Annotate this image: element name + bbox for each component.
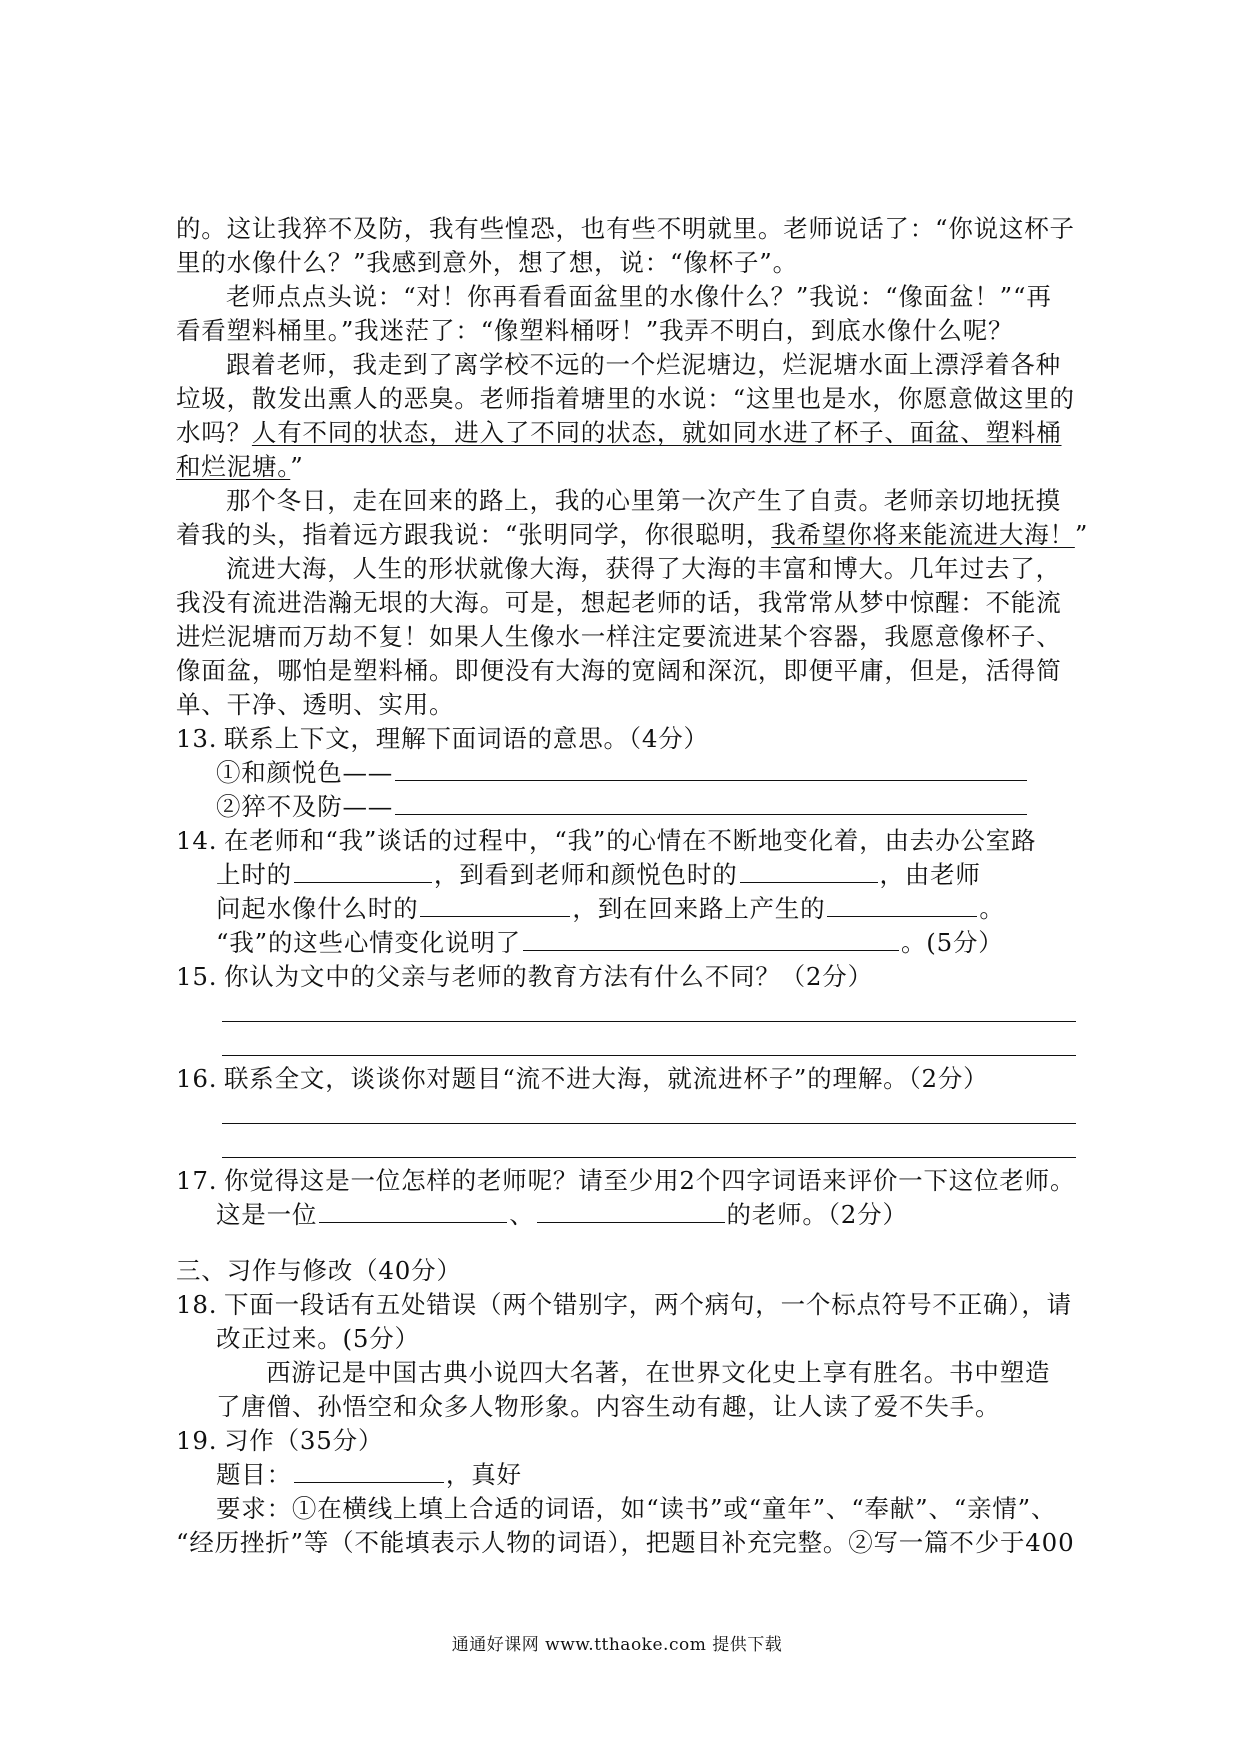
q13-item-b [176, 790, 1066, 824]
question-15 [176, 960, 1066, 994]
answer-blank[interactable] [395, 756, 1027, 781]
question-text: 。(5分） [900, 928, 1004, 957]
correction-passage: 了唐僧、孙悟空和众多人物形象。内容生动有趣，让人读了爱不失手。 [216, 1392, 1001, 1421]
answer-line[interactable] [176, 994, 1066, 1028]
topic-label: 题目： [216, 1460, 292, 1489]
term-label: ②猝不及防—— [216, 792, 394, 821]
question-text: “我”的这些心情变化说明了 [216, 928, 521, 957]
question-18 [176, 1288, 1072, 1322]
plain-text: 水吗？ [176, 418, 252, 447]
topic-blank[interactable] [294, 1458, 444, 1483]
essay-requirements: 要求：①在横线上填上合适的词语，如“读书”或“童年”、“奉献”、“亲情”、 [216, 1494, 1057, 1523]
question-number: 14. [176, 826, 218, 855]
q14-line [176, 892, 1066, 926]
answer-blank[interactable] [740, 858, 878, 883]
q17-line [176, 1198, 1066, 1232]
passage-line: 进烂泥塘而万劫不复！如果人生像水一样注定要流进某个容器，我愿意像杯子、 [176, 622, 1062, 651]
question-text: ，到在回来路上产生的 [572, 894, 826, 923]
passage-line: 我没有流进浩瀚无垠的大海。可是，想起老师的话，我常常从梦中惊醒：不能流 [176, 588, 1062, 617]
question-text: 改正过来。(5分） [216, 1324, 420, 1353]
question-number: 19. [176, 1426, 218, 1455]
question-text: 习作（35分） [224, 1426, 384, 1455]
question-number: 16. [176, 1064, 218, 1093]
question-text: 在老师和“我”谈话的过程中，“我”的心情在不断地变化着，由去办公室路 [224, 826, 1037, 855]
plain-text: ” [290, 452, 304, 481]
question-text: 下面一段话有五处错误（两个错别字，两个病句，一个标点符号不正确），请 [224, 1290, 1072, 1319]
passage-line: 看看塑料桶里。”我迷茫了：“像塑料桶呀！”我弄不明白，到底水像什么呢？ [176, 316, 1014, 345]
passage-line [176, 416, 1066, 450]
passage-line [176, 518, 1089, 552]
question-13 [176, 722, 1066, 756]
passage-line: 的。这让我猝不及防，我有些惶恐，也有些不明就里。老师说话了：“你说这杯子 [176, 214, 1075, 243]
term-label: ①和颜悦色—— [216, 758, 394, 787]
page-footer: 通通好课网 www.tthaoke.com 提供下载 [451, 1635, 783, 1655]
answer-line[interactable] [176, 1130, 1066, 1164]
passage-line: 老师点点头说：“对！你再看看面盆里的水像什么？”我说：“像面盆！”“再 [226, 282, 1052, 311]
question-number: 17. [176, 1166, 218, 1195]
question-text: 你认为文中的父亲与老师的教育方法有什么不同？（2分） [224, 962, 873, 991]
section-heading: 三、习作与修改（40分） [176, 1256, 462, 1285]
question-17 [176, 1164, 1076, 1198]
plain-text: ” [1074, 520, 1089, 549]
question-number: 15. [176, 962, 218, 991]
answer-blank[interactable] [827, 892, 977, 917]
underlined-sentence: 和烂泥塘。 [176, 452, 291, 481]
underlined-sentence: 人有不同的状态，进入了不同的状态，就如同水进了杯子、面盆、塑料桶 [251, 418, 1062, 447]
underlined-sentence: 我希望你将来能流进大海！ [771, 520, 1075, 549]
passage-line: 流进大海，人生的形状就像大海，获得了大海的丰富和博大。几年过去了， [226, 554, 1061, 583]
question-text: ，到看到老师和颜悦色时的 [433, 860, 738, 889]
question-text: ，由老师 [879, 860, 981, 889]
answer-blank[interactable] [319, 1198, 507, 1223]
passage-line: 垃圾，散发出熏人的恶臭。老师指着塘里的水说：“这里也是水，你愿意做这里的 [176, 384, 1075, 413]
answer-line[interactable] [176, 1028, 1066, 1062]
answer-blank[interactable] [420, 892, 570, 917]
essay-topic [176, 1458, 1066, 1492]
answer-blank[interactable] [294, 858, 432, 883]
question-text: 问起水像什么时的 [216, 894, 419, 923]
q13-item-a [176, 756, 1066, 790]
question-14 [176, 824, 1066, 858]
question-number: 13. [176, 724, 218, 753]
question-text: 的老师。（2分） [726, 1200, 908, 1229]
exam-text [176, 212, 1089, 1560]
passage-line [176, 450, 1066, 484]
q14-line [176, 926, 1066, 960]
question-16 [176, 1062, 1066, 1096]
answer-blank[interactable] [395, 790, 1027, 815]
passage-line: 跟着老师，我走到了离学校不远的一个烂泥塘边，烂泥塘水面上漂浮着各种 [226, 350, 1061, 379]
question-text: 联系全文，谈谈你对题目“流不进大海，就流进杯子”的理解。（2分） [224, 1064, 989, 1093]
answer-blank[interactable] [523, 926, 899, 951]
essay-requirements: “经历挫折”等（不能填表示人物的词语），把题目补充完整。②写一篇不少于400 [176, 1528, 1075, 1557]
topic-label: ，真好 [445, 1460, 522, 1489]
answer-blank[interactable] [537, 1198, 725, 1223]
question-text: 上时的 [216, 860, 292, 889]
question-19 [176, 1424, 1066, 1458]
passage-line: 那个冬日，走在回来的路上，我的心里第一次产生了自责。老师亲切地抚摸 [226, 486, 1061, 515]
correction-passage: 西游记是中国古典小说四大名著，在世界文化史上享有胜名。书中塑造 [266, 1358, 1051, 1387]
q14-line [176, 858, 1066, 892]
answer-line[interactable] [176, 1096, 1066, 1130]
question-text: 。 [979, 894, 1005, 923]
question-text: 、 [509, 1200, 535, 1229]
passage-line: 里的水像什么？”我感到意外，想了想，说：“像杯子”。 [176, 248, 798, 277]
question-number: 18. [176, 1290, 218, 1319]
passage-line: 单、干净、透明、实用。 [176, 690, 455, 719]
passage-line: 像面盆，哪怕是塑料桶。即便没有大海的宽阔和深沉，即便平庸，但是，活得简 [176, 656, 1062, 685]
question-text: 联系上下文，理解下面词语的意思。（4分） [224, 724, 709, 753]
question-text: 你觉得这是一位怎样的老师呢？请至少用2个四字词语来评价一下这位老师。 [224, 1166, 1076, 1195]
plain-text: 着我的头，指着远方跟我说：“张明同学，你很聪明， [176, 520, 772, 549]
question-text: 这是一位 [216, 1200, 318, 1229]
